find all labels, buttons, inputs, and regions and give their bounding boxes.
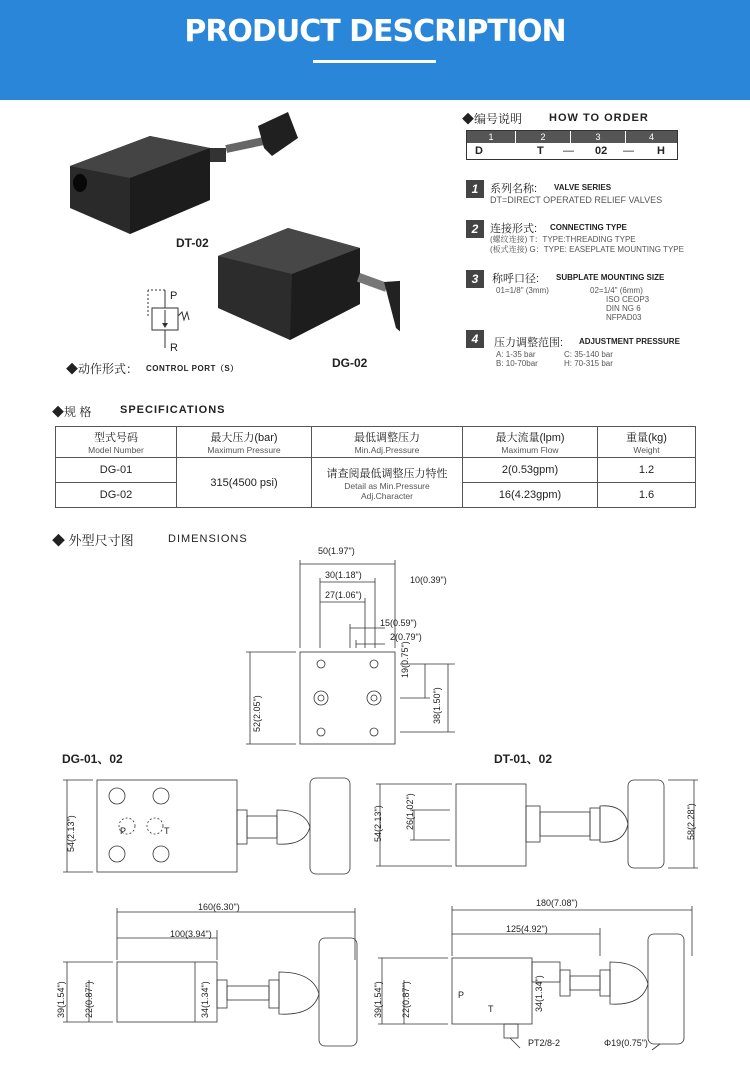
spec-header-flow: 最大流量(lpm) Maximum Flow — [463, 427, 598, 458]
order-pos-1: 1 — [467, 131, 516, 143]
dg-dim-160: 160(6.30") — [198, 902, 240, 912]
order-item-4-line-3: B: 10-70bar — [496, 359, 538, 368]
dg-side-view-drawing — [55, 900, 365, 1055]
dt-dim-26: 26(1.02") — [405, 793, 415, 830]
dg-dim-100: 100(3.94") — [170, 929, 212, 939]
how-to-order-cn: ◆编号说明 — [462, 112, 523, 126]
spec-min-adj: 请查阅最低调整压力特性 Detail as Min.Pressure Adj.Character — [312, 458, 463, 508]
control-port-en: CONTROL PORT（S） — [146, 364, 239, 373]
dim-top-38: 38(1.50") — [432, 687, 442, 724]
spec-header-row — [56, 427, 696, 458]
order-code-h: H — [657, 145, 665, 157]
dg-port-p: P — [120, 826, 127, 836]
dimensions-en: DIMENSIONS — [168, 533, 248, 545]
order-item-4-cn: 压力调整范围: — [494, 337, 564, 349]
dim-top-27: 27(1.06") — [325, 590, 362, 600]
spec-model-dg01: DG-01 — [56, 458, 177, 483]
symbol-port-p: P — [170, 290, 178, 302]
dim-top-30: 30(1.18") — [325, 570, 362, 580]
banner-title: PRODUCT DESCRIPTION — [184, 14, 566, 49]
dg-dim-22: 22(0.87") — [84, 981, 94, 1018]
dt-dim-22: 22(0.87") — [401, 981, 411, 1018]
order-item-3-cn: 称呼口径: — [492, 273, 540, 285]
spec-weight-dg02: 1.6 — [598, 483, 696, 508]
dim-top-15: 15(0.59") — [380, 618, 417, 628]
spec-flow-dg01: 2(0.53gpm) — [463, 458, 598, 483]
order-item-4-line-2: C: 35-140 bar — [564, 350, 613, 359]
dt-port-t: T — [488, 1004, 494, 1014]
order-code-t: T — [537, 145, 544, 157]
dt-top-view-drawing — [370, 770, 710, 875]
spec-max-pressure: 315(4500 psi) — [177, 458, 312, 508]
dt-dim-54: 54(2.13") — [373, 805, 383, 842]
order-item-4-en: ADJUSTMENT PRESSURE — [579, 337, 680, 346]
order-item-1-en: VALVE SERIES — [554, 183, 612, 192]
dt-port-pt: PT2/8-2 — [528, 1038, 561, 1048]
dt-port-p: P — [458, 990, 465, 1000]
dg-port-t: T — [164, 826, 170, 836]
dt-dim-180: 180(7.08") — [536, 898, 578, 908]
table-row — [56, 458, 696, 483]
order-item-3-line-4: DIN NG 6 — [606, 304, 641, 313]
dg-top-view-drawing — [55, 770, 365, 875]
order-item-1-line-1: DT=DIRECT OPERATED RELIEF VALVES — [490, 195, 663, 205]
order-code-d: D — [475, 145, 483, 157]
dg-02-label: DG-02 — [332, 356, 368, 370]
order-item-3-line-2: 02=1/4" (6mm) — [590, 286, 643, 295]
order-item-3-line-5: NFPAD03 — [606, 313, 642, 322]
order-item-3-en: SUBPLATE MOUNTING SIZE — [556, 273, 665, 282]
spec-flow-dg02: 16(4.23gpm) — [463, 483, 598, 508]
spec-header-weight: 重量(kg) Weight — [598, 427, 696, 458]
dt-title: DT-01、02 — [494, 752, 553, 766]
dim-top-10: 10(0.39") — [410, 575, 447, 585]
specs-en: SPECIFICATIONS — [120, 404, 226, 416]
symbol-port-r: R — [170, 342, 178, 354]
specifications-table — [55, 426, 696, 508]
spec-header-model: 型式号码 Model Number — [56, 427, 177, 458]
dt-dim-phi19: Φ19(0.75") — [604, 1038, 648, 1048]
order-item-4-badge: 4 — [466, 330, 484, 348]
order-item-1-badge: 1 — [466, 180, 484, 198]
dt-dim-34: 34(1.34") — [534, 975, 544, 1012]
spec-header-pressure: 最大压力(bar) Maximum Pressure — [177, 427, 312, 458]
dt-dim-125: 125(4.92") — [506, 924, 548, 934]
dg-dim-34: 34(1.34") — [200, 981, 210, 1018]
order-item-3-line-1: 01=1/8" (3mm) — [496, 286, 549, 295]
order-code-02: 02 — [595, 145, 608, 157]
dg-dim-54: 54(2.13") — [66, 815, 76, 852]
order-item-2-line-2: (板式连接) G：TYPE: EASEPLATE MOUNTING TYPE — [490, 245, 684, 254]
dg-title: DG-01、02 — [62, 752, 123, 766]
order-item-2-cn: 连接形式: — [490, 223, 538, 235]
how-to-order-en: HOW TO ORDER — [549, 112, 649, 124]
order-code-box — [466, 130, 678, 160]
dt-02-label: DT-02 — [176, 236, 209, 250]
order-pos-4: 4 — [648, 132, 654, 142]
order-item-2-badge: 2 — [466, 220, 484, 238]
dimensions-cn: ◆ 外型尺寸图 — [52, 533, 134, 548]
order-item-2-line-1: (螺纹连接) T：TYPE:THREADING TYPE — [490, 235, 636, 244]
specs-cn: ◆规 格 — [52, 405, 92, 419]
header-banner — [0, 0, 750, 100]
spec-model-dg02: DG-02 — [56, 483, 177, 508]
order-item-3-line-3: ISO CEOP3 — [606, 295, 650, 304]
order-pos-2: 2 — [516, 131, 571, 143]
dg-02-valve-image — [218, 228, 400, 340]
dt-dim-39: 39(1.54") — [373, 981, 383, 1018]
dt-02-valve-image — [70, 112, 298, 234]
order-dash-1: — — [563, 145, 574, 157]
spec-weight-dg01: 1.2 — [598, 458, 696, 483]
dim-top-52: 52(2.05") — [252, 695, 262, 732]
product-illustrations — [60, 108, 400, 380]
control-port-cn: ◆动作形式： — [66, 362, 139, 376]
order-dash-2: — — [623, 145, 634, 157]
order-item-4-line-1: A: 1-35 bar — [496, 350, 536, 359]
dim-top-19: 19(0.75") — [400, 641, 410, 678]
order-item-4-line-4: H: 70-315 bar — [564, 359, 613, 368]
dim-top-2: 2(0.79") — [390, 632, 422, 642]
banner-underline — [313, 60, 436, 63]
order-pos-3: 3 — [571, 131, 626, 143]
order-item-1-cn: 系列名称: — [490, 183, 538, 195]
order-item-3-badge: 3 — [466, 270, 484, 288]
dim-top-50: 50(1.97") — [318, 546, 355, 556]
dt-dim-58: 58(2.28") — [686, 803, 696, 840]
spec-header-minadj: 最低调整压力 Min.Adj.Pressure — [312, 427, 463, 458]
order-item-2-en: CONNECTING TYPE — [550, 223, 627, 232]
dg-dim-39: 39(1.54") — [56, 981, 66, 1018]
